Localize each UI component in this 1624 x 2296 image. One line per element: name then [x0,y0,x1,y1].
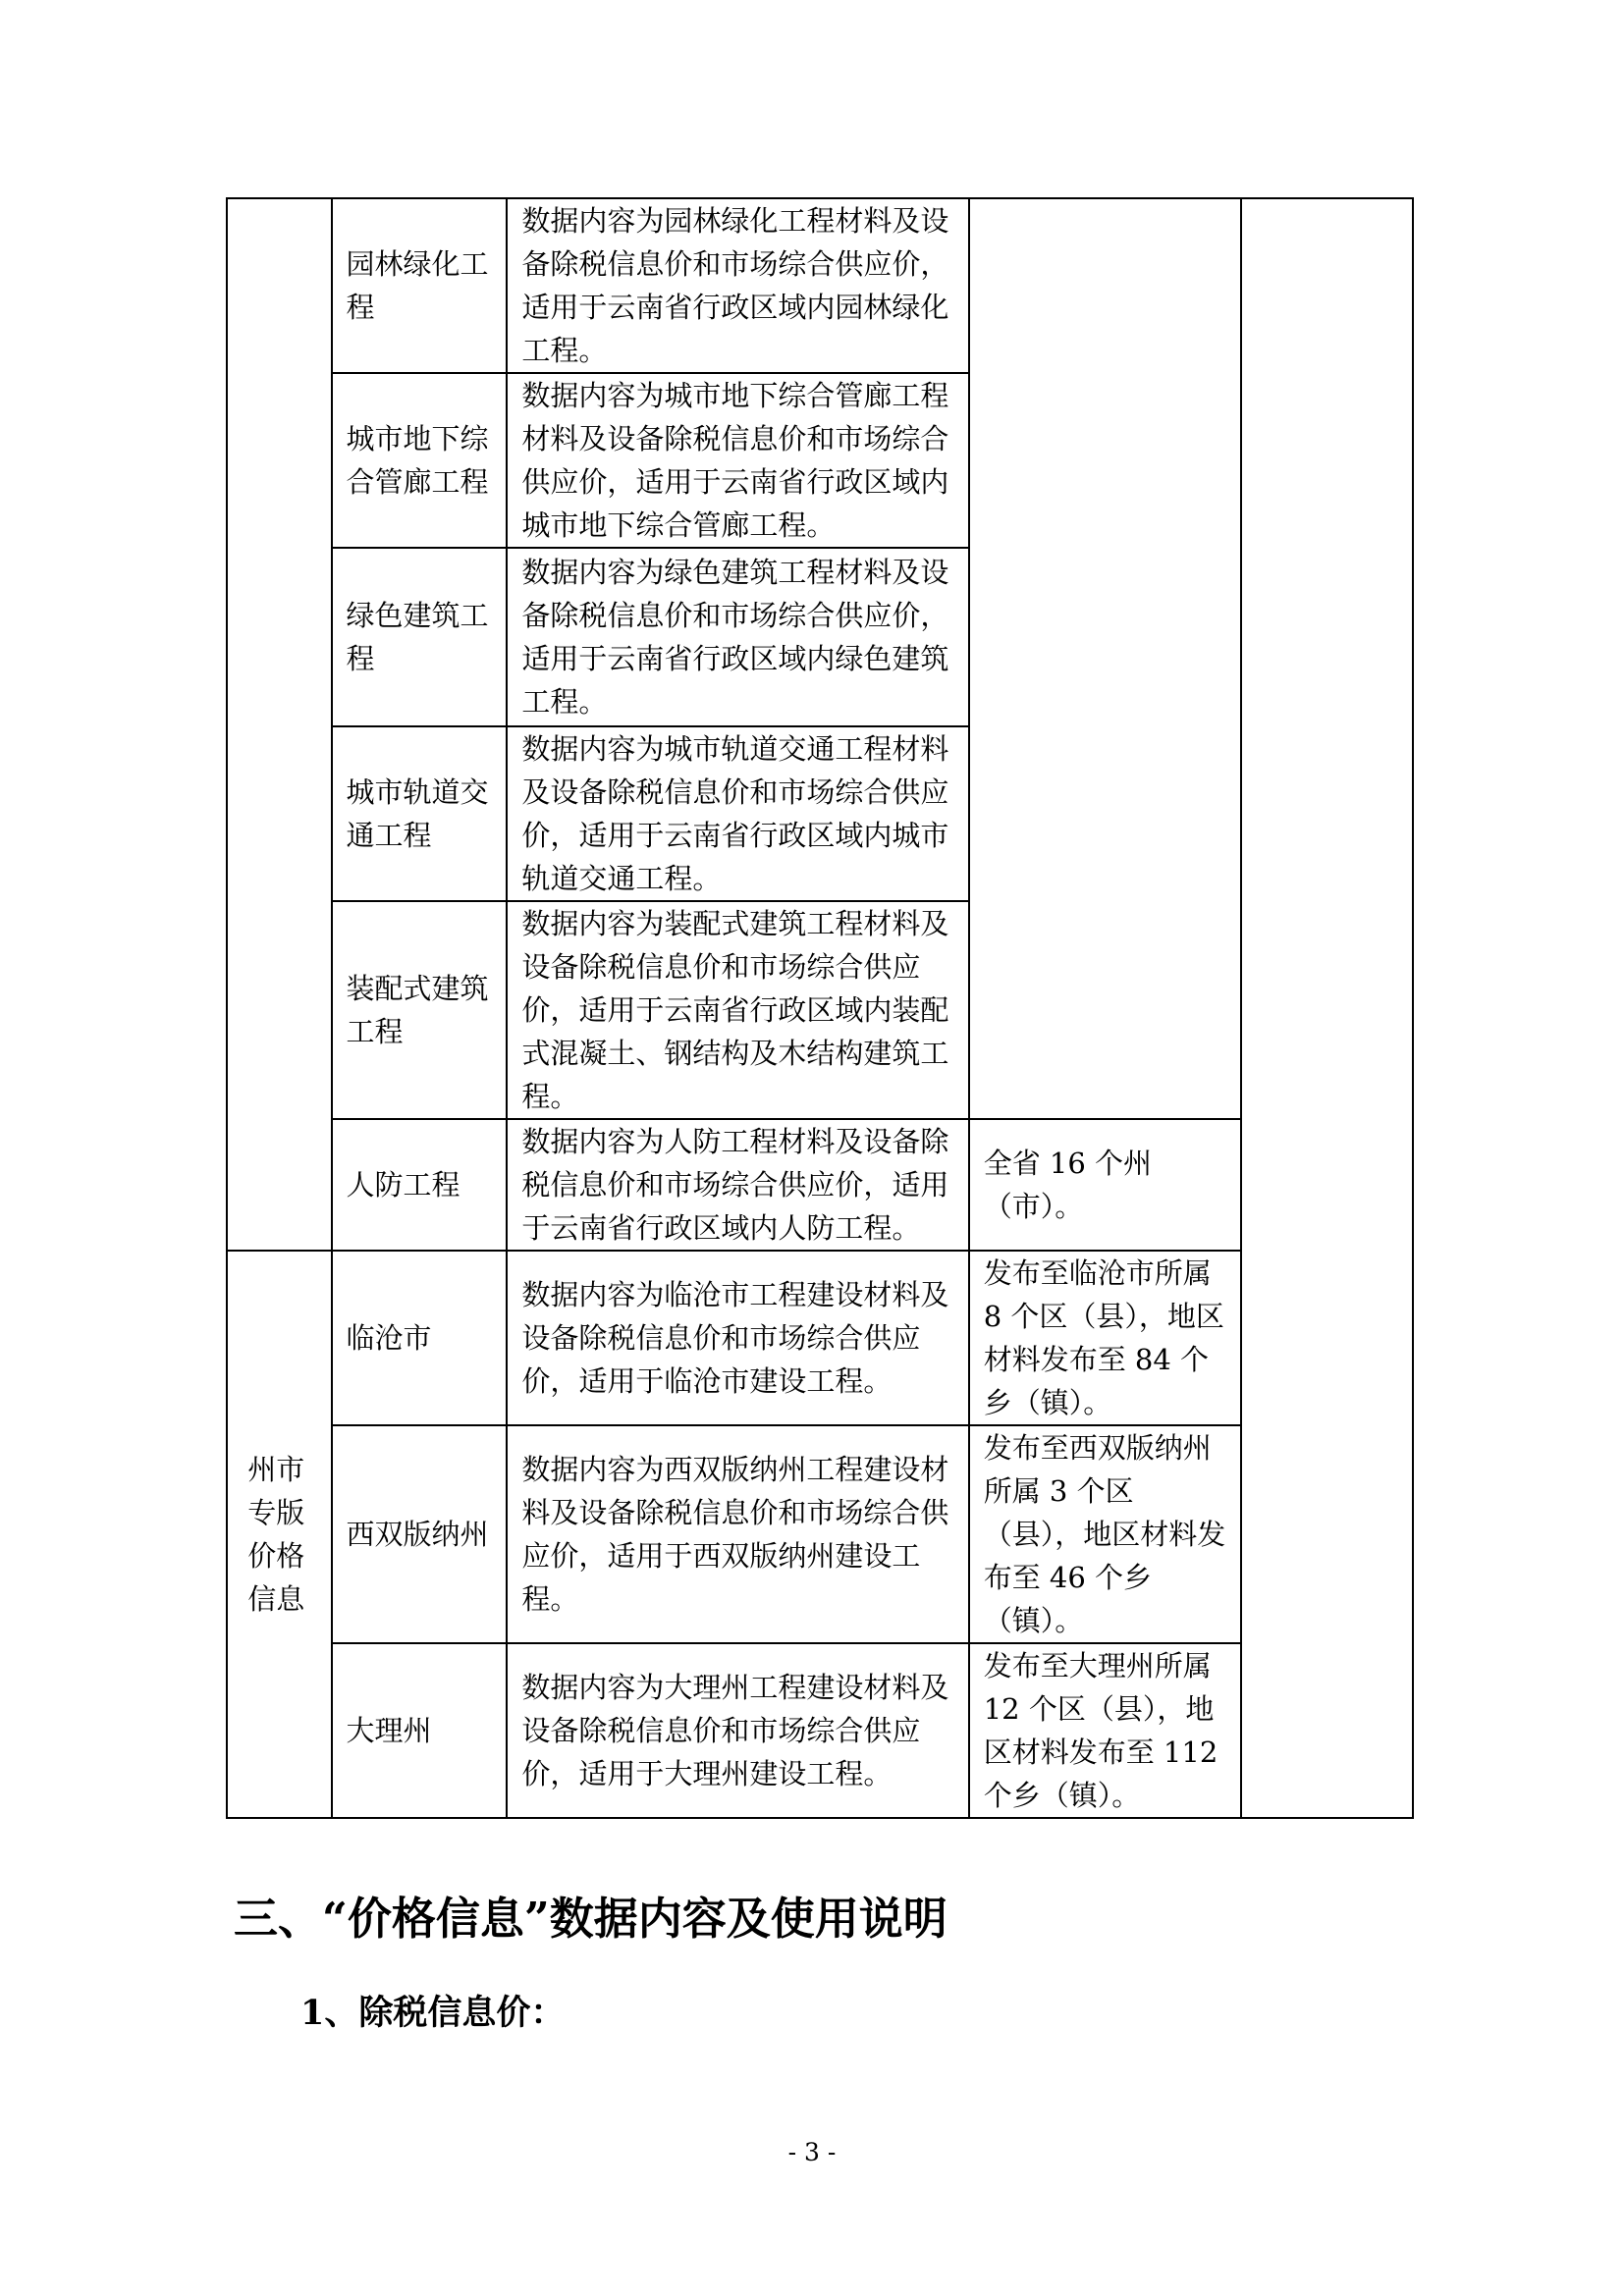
project-name-cell: 人防工程 [332,1119,508,1251]
table-row [227,198,1413,373]
project-name-cell: 园林绿化工程 [332,198,508,373]
range-cell: 发布至西双版纳州所属 3 个区（县），地区材料发布至 46 个乡（镇）。 [969,1425,1241,1643]
table-row [227,1425,1413,1643]
table-row [227,1119,1413,1251]
page-number: - 3 - [787,2138,837,2166]
project-name-cell: 绿色建筑工程 [332,548,508,726]
description-cell: 数据内容为人防工程材料及设备除税信息价和市场综合供应价，适用于云南省行政区域内人防工程。 [507,1119,968,1251]
description-cell: 数据内容为装配式建筑工程材料及设备除税信息价和市场综合供应价，适用于云南省行政区域内装配式混凝土、钢结构及木结构建筑工程。 [507,901,968,1119]
category-label: 州市专版价格信息 [247,1453,305,1616]
range-cell [969,198,1241,1119]
project-name-cell: 城市地下综合管廊工程 [332,373,508,548]
project-name-cell: 大理州 [332,1643,508,1818]
project-name-cell: 西双版纳州 [332,1425,508,1643]
project-name-cell: 临沧市 [332,1251,508,1425]
description-cell: 数据内容为绿色建筑工程材料及设备除税信息价和市场综合供应价，适用于云南省行政区域内绿色建筑工程。 [507,548,968,726]
description-cell: 数据内容为西双版纳州工程建设材料及设备除税信息价和市场综合供应价，适用于西双版纳州建设工程。 [507,1425,968,1643]
project-name-cell: 城市轨道交通工程 [332,726,508,901]
sub-heading: 1、除税信息价： [300,1993,566,2033]
range-cell: 全省 16 个州（市）。 [969,1119,1241,1251]
remarks-cell [1241,198,1413,1818]
table-row [227,1643,1413,1818]
project-name-cell: 装配式建筑工程 [332,901,508,1119]
description-cell: 数据内容为园林绿化工程材料及设备除税信息价和市场综合供应价，适用于云南省行政区域内园林绿化工程。 [507,198,968,373]
description-cell: 数据内容为城市轨道交通工程材料及设备除税信息价和市场综合供应价，适用于云南省行政区域内城市轨道交通工程。 [507,726,968,901]
description-cell: 数据内容为城市地下综合管廊工程材料及设备除税信息价和市场综合供应价，适用于云南省行政区域内城市地下综合管廊工程。 [507,373,968,548]
category-cell [227,1251,332,1818]
section-heading: 三、“价格信息”数据内容及使用说明 [234,1893,947,1945]
description-cell: 数据内容为临沧市工程建设材料及设备除税信息价和市场综合供应价，适用于临沧市建设工程。 [507,1251,968,1425]
description-cell: 数据内容为大理州工程建设材料及设备除税信息价和市场综合供应价，适用于大理州建设工程。 [507,1643,968,1818]
table-row [227,1251,1413,1425]
range-cell: 发布至大理州所属 12 个区（县），地区材料发布至 112 个乡（镇）。 [969,1643,1241,1818]
range-cell: 发布至临沧市所属 8 个区（县），地区材料发布至 84 个乡（镇）。 [969,1251,1241,1425]
price-info-table [226,197,1414,1819]
category-cell [227,198,332,1251]
